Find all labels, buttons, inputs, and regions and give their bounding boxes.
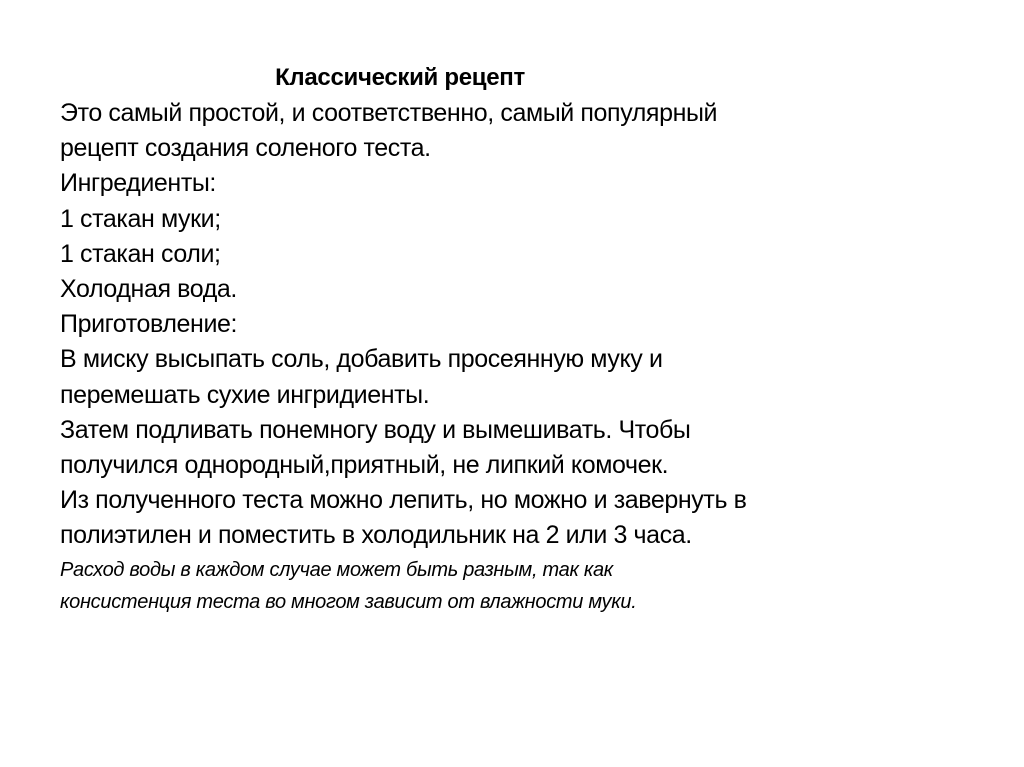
note-line-2: консистенция теста во многом зависит от влажности муки.	[60, 590, 637, 613]
slide-content	[60, 60, 940, 618]
ingredient-flour: 1 стакан муки;	[60, 204, 221, 233]
step-1-line-2: перемешать сухие ингридиенты.	[60, 380, 430, 409]
ingredient-salt: 1 стакан соли;	[60, 239, 221, 268]
step-1-line-1: В миску высыпать соль, добавить просеянную муку и	[60, 345, 663, 374]
step-2-line-2: получился однородный,приятный, не липкий комочек.	[60, 451, 669, 480]
step-3-line-1: Из полученного теста можно лепить, но можно и завернуть в	[60, 486, 747, 515]
ingredients-heading: Ингредиенты:	[60, 169, 216, 198]
step-2-line-1: Затем подливать понемногу воду и вымешивать. Чтобы	[60, 415, 691, 444]
preparation-heading: Приготовление:	[60, 310, 238, 339]
intro-line-2: рецепт создания соленого теста.	[60, 134, 431, 163]
note-line-1: Расход воды в каждом случае может быть разным, так как	[60, 558, 613, 581]
intro-line-1: Это самый простой, и соответственно, самый популярный	[60, 99, 718, 127]
step-3-line-2: полиэтилен и поместить в холодильник на 2 или 3 часа.	[60, 521, 692, 550]
ingredient-water: Холодная вода.	[60, 275, 237, 304]
slide-title: Классический рецепт	[275, 64, 525, 91]
